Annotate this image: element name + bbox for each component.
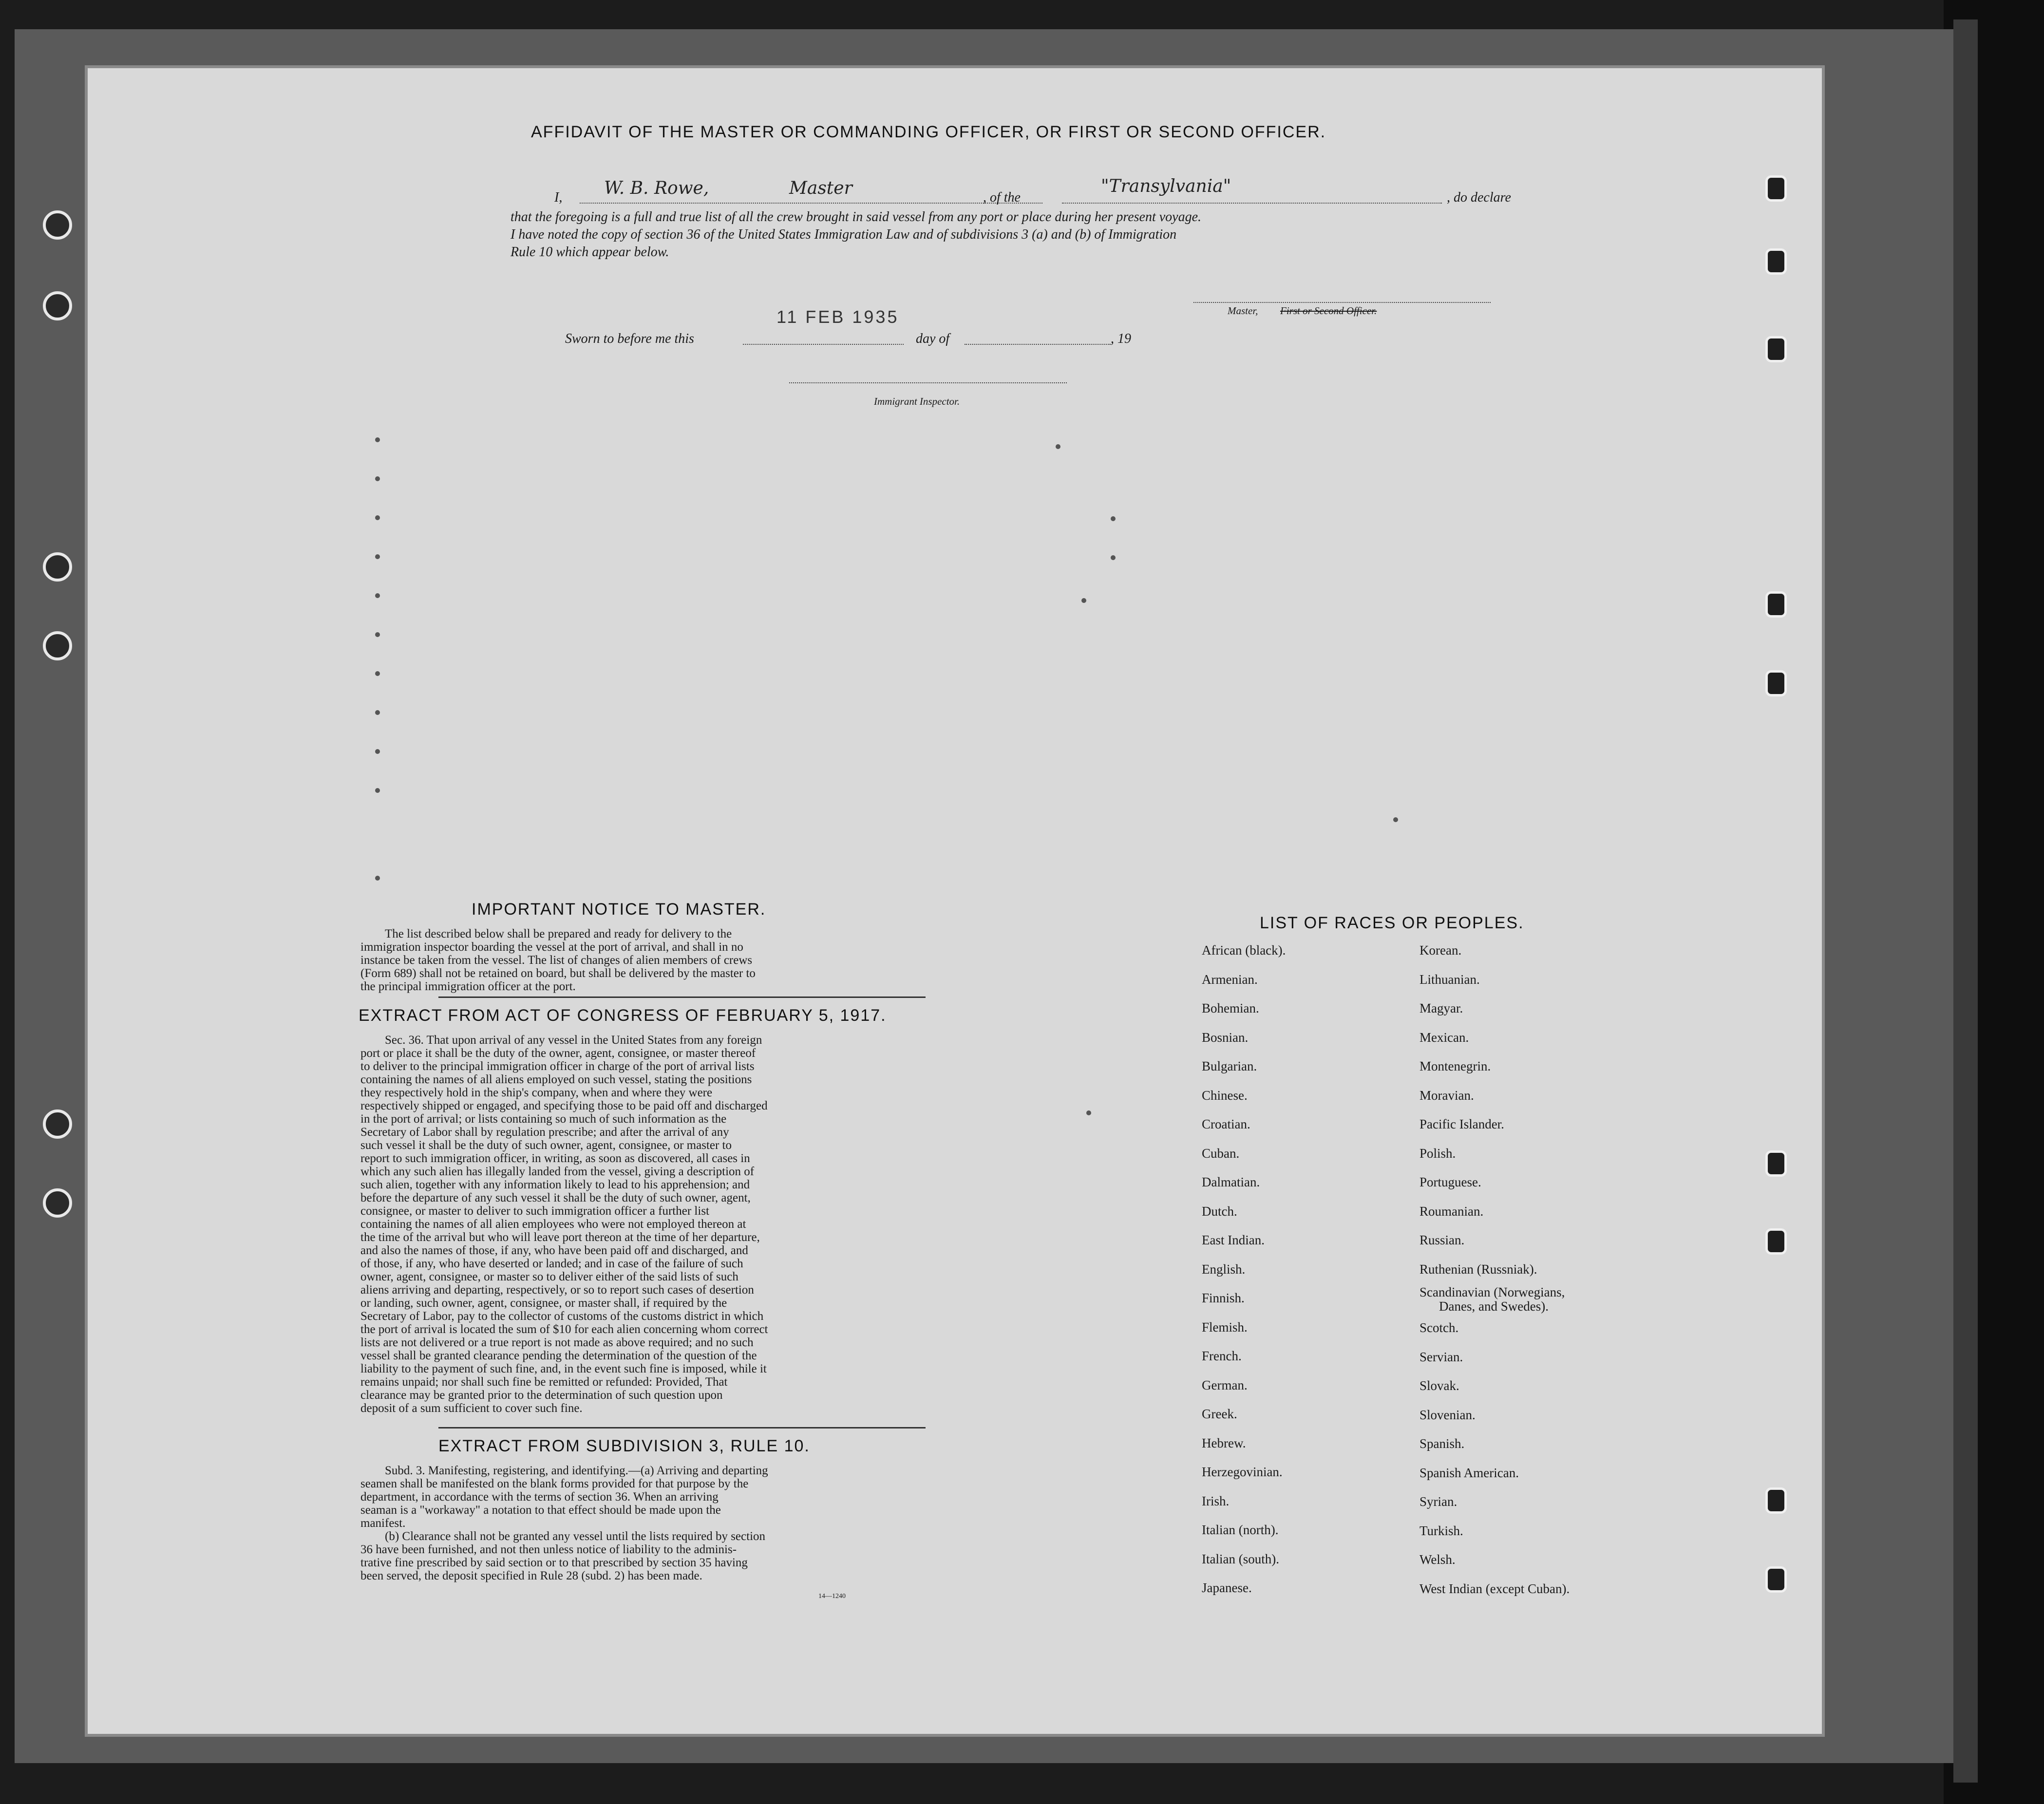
bleed-mark xyxy=(375,671,380,676)
race-item: Finnish. xyxy=(1202,1291,1245,1305)
sworn-month-blank xyxy=(965,344,1111,345)
name-blank-line xyxy=(580,203,1042,204)
notice-line: immigration inspector boarding the vessel at the port of arrival, and shall in no xyxy=(360,940,743,954)
rule-line: (b) Clearance shall not be granted any vessel until the lists required by section xyxy=(385,1530,766,1543)
section-divider xyxy=(438,996,926,998)
races-title: LIST OF RACES OR PEOPLES. xyxy=(1260,914,1524,932)
extract-act-title: EXTRACT FROM ACT OF CONGRESS OF FEBRUARY 5, 1917. xyxy=(359,1006,887,1025)
race-item: Servian. xyxy=(1419,1349,1463,1364)
race-item: Magyar. xyxy=(1419,1001,1463,1015)
affidavit-rule-line: Rule 10 which appear below. xyxy=(511,244,669,260)
race-item: Bosnian. xyxy=(1202,1030,1249,1045)
race-item: Portuguese. xyxy=(1419,1175,1481,1189)
bleed-mark xyxy=(1393,817,1398,822)
bleed-mark xyxy=(375,632,380,637)
notice-line: instance be taken from the vessel. The list of changes of alien members of crews xyxy=(360,954,753,967)
rule-line: seaman is a "workaway" a notation to that effect should be made upon the xyxy=(360,1503,721,1517)
race-item: West Indian (except Cuban). xyxy=(1419,1581,1570,1596)
act-line: port or place it shall be the duty of the owner, agent, consignee, or master thereof xyxy=(360,1047,756,1060)
act-line: such alien, together with any information likely to lead to his apprehension; and xyxy=(360,1178,750,1191)
bleed-mark xyxy=(375,788,380,793)
race-item: Bohemian. xyxy=(1202,1001,1259,1015)
race-item: Herzegovinian. xyxy=(1202,1465,1283,1479)
affidavit-pronoun: I, xyxy=(554,190,563,205)
race-item: Mexican. xyxy=(1419,1030,1469,1045)
bleed-mark xyxy=(1111,516,1116,521)
race-item: Danes, and Swedes). xyxy=(1439,1299,1549,1314)
act-line: lists are not delivered or a true report is not made as above required; and no such xyxy=(360,1336,754,1349)
race-item: Greek. xyxy=(1202,1407,1237,1421)
bleed-mark xyxy=(375,476,380,481)
bleed-mark xyxy=(375,593,380,598)
act-line: the port of arrival is located the sum of $10 for each alien concerning whom correct xyxy=(360,1323,768,1336)
sworn-year: , 19 xyxy=(1111,331,1131,346)
sworn-label: Sworn to before me this xyxy=(565,331,694,346)
rule-line: been served, the deposit specified in Rule 28 (subd. 2) has been made. xyxy=(360,1569,702,1582)
race-item: Slovak. xyxy=(1419,1378,1459,1393)
affidavit-declaration-line: that the foregoing is a full and true list of all the crew brought in said vessel from any port or place during her present voyage. xyxy=(511,209,1202,225)
binder-hole-icon xyxy=(43,631,72,660)
binder-hole-icon xyxy=(1765,670,1787,696)
race-item: Bulgarian. xyxy=(1202,1059,1257,1073)
act-line: respectively shipped or engaged, and specifying those to be paid off and discharged xyxy=(360,1099,768,1112)
binder-hole-icon xyxy=(43,1109,72,1139)
extract-rule-body xyxy=(360,1464,1018,1582)
race-item: Slovenian. xyxy=(1419,1407,1476,1422)
race-item: Croatian. xyxy=(1202,1117,1250,1131)
rule-line: seamen shall be manifested on the blank forms provided for that purpose by the xyxy=(360,1477,749,1490)
binder-hole-icon xyxy=(43,1188,72,1218)
rule-line: trative fine prescribed by said section or to that prescribed by section 35 having xyxy=(360,1556,748,1569)
race-item: Irish. xyxy=(1202,1493,1230,1508)
form-number: 14—1240 xyxy=(818,1593,846,1600)
race-item: Montenegrin. xyxy=(1419,1059,1491,1073)
extract-rule-title: EXTRACT FROM SUBDIVISION 3, RULE 10. xyxy=(438,1437,810,1455)
notice-line: the principal immigration officer at the port. xyxy=(360,980,576,993)
act-line: they respectively hold in the ship's company, when and where they were xyxy=(360,1086,713,1099)
rule-line: Subd. 3. Manifesting, registering, and identifying.—(a) Arriving and departing xyxy=(385,1464,768,1477)
race-item: Armenian. xyxy=(1202,972,1258,987)
officer-struck-label: First or Second Officer. xyxy=(1280,305,1377,317)
act-line: vessel shall be granted clearance pending the determination of the question of the xyxy=(360,1349,757,1362)
act-line: deposit of a sum sufficient to cover such fine. xyxy=(360,1402,583,1415)
notice-body xyxy=(360,927,1018,993)
act-line: the time of the arrival but who will leave port thereon at the time of her departure, xyxy=(360,1231,760,1244)
race-item: Dutch. xyxy=(1202,1203,1237,1219)
race-item: Italian (north). xyxy=(1202,1522,1279,1537)
act-line: in the port of arrival; or lists containing so much of such information as the xyxy=(360,1112,727,1126)
act-line: Secretary of Labor shall by regulation prescribe; and after the arrival of any xyxy=(360,1126,729,1139)
act-line: remains unpaid; nor shall such fine be remitted or refunded: Provided, That xyxy=(360,1375,728,1389)
race-item: Turkish. xyxy=(1419,1523,1463,1538)
act-line: Secretary of Labor, pay to the collector of customs of the customs district in which xyxy=(360,1310,764,1323)
act-line: owner, agent, consignee, or master so to deliver either of the said lists of such xyxy=(360,1270,738,1283)
binder-hole-icon xyxy=(1765,1150,1787,1177)
race-item: Scandinavian (Norwegians, xyxy=(1419,1285,1565,1299)
race-item: Welsh. xyxy=(1419,1552,1456,1567)
act-line: report to such immigration officer, in writing, as soon as discovered, all cases in xyxy=(360,1152,750,1165)
affidavit-of-the: , of the xyxy=(983,190,1021,205)
bleed-mark xyxy=(1081,598,1086,603)
inspector-blank-line xyxy=(789,382,1067,383)
binder-hole-icon xyxy=(43,291,72,320)
binder-hole-icon xyxy=(43,552,72,582)
bleed-mark xyxy=(375,749,380,754)
date-stamp: 11 FEB 1935 xyxy=(776,307,899,327)
signature-blank-line xyxy=(1193,302,1491,303)
affidavit-do-declare: , do declare xyxy=(1447,190,1511,205)
act-line: which any such alien has illegally landed from the vessel, giving a description of xyxy=(360,1165,755,1178)
race-item: Japanese. xyxy=(1202,1580,1252,1595)
affidavit-title: AFFIDAVIT OF THE MASTER OR COMMANDING OFFICER, OR FIRST OR SECOND OFFICER. xyxy=(531,123,1326,141)
race-item: African (black). xyxy=(1202,943,1286,958)
rule-line: department, in accordance with the terms of section 36. When an arriving xyxy=(360,1490,719,1503)
sworn-day-blank xyxy=(743,344,904,345)
sworn-day-of: day of xyxy=(916,331,950,346)
officer-master-label: Master, xyxy=(1228,305,1258,317)
race-item: Korean. xyxy=(1419,943,1462,958)
race-item: Spanish American. xyxy=(1419,1465,1519,1480)
race-item: Ruthenian (Russniak). xyxy=(1419,1261,1537,1277)
race-item: English. xyxy=(1202,1261,1246,1277)
act-line: or landing, such owner, agent, consignee, or master shall, if required by the xyxy=(360,1297,727,1310)
race-item: Hebrew. xyxy=(1202,1435,1246,1450)
bleed-mark xyxy=(1056,444,1060,449)
act-line: Sec. 36. That upon arrival of any vessel in the United States from any foreign xyxy=(385,1034,762,1047)
master-name-handwritten: W. B. Rowe, xyxy=(604,178,709,198)
notice-line: (Form 689) shall not be retained on board, but shall be delivered by the master to xyxy=(360,967,756,980)
act-line: such vessel it shall be the duty of such owner, agent, consignee, or master to xyxy=(360,1139,732,1152)
act-line: to deliver to the principal immigration officer in charge of the port of arrival lists xyxy=(360,1060,755,1073)
bleed-mark xyxy=(375,515,380,520)
race-item: German. xyxy=(1202,1377,1248,1392)
rule-line: manifest. xyxy=(360,1517,406,1530)
act-line: clearance may be granted prior to the determination of such question upon xyxy=(360,1389,723,1402)
race-item: Syrian. xyxy=(1419,1494,1457,1509)
race-item: Polish. xyxy=(1419,1146,1456,1161)
race-item: East Indian. xyxy=(1202,1233,1265,1247)
races-column-1 xyxy=(1202,936,1286,1603)
race-item: Pacific Islander. xyxy=(1419,1117,1504,1131)
notice-title: IMPORTANT NOTICE TO MASTER. xyxy=(472,900,766,919)
act-line: of those, if any, who have deserted or landed; and in case of the failure of such xyxy=(360,1257,743,1270)
binding-strip xyxy=(1953,19,1978,1783)
act-line: and also the names of those, if any, who have been paid off and discharged, and xyxy=(360,1244,748,1257)
notice-line: The list described below shall be prepared and ready for delivery to the xyxy=(385,927,732,940)
bleed-mark xyxy=(1086,1110,1091,1115)
binder-hole-icon xyxy=(1765,1566,1787,1593)
race-item: Moravian. xyxy=(1419,1088,1474,1103)
rule-line: 36 have been furnished, and not then unless notice of liability to the adminis- xyxy=(360,1543,737,1556)
affidavit-noted-line: I have noted the copy of section 36 of the United States Immigration Law and of subdivisions 3 (a) and (b) of Immigration xyxy=(511,227,1177,242)
bleed-mark xyxy=(1111,555,1116,560)
race-item: French. xyxy=(1202,1349,1242,1363)
race-item: Flemish. xyxy=(1202,1319,1248,1334)
bleed-mark xyxy=(375,554,380,559)
race-item: Spanish. xyxy=(1419,1436,1465,1451)
bleed-mark xyxy=(375,710,380,715)
binder-hole-icon xyxy=(1765,591,1787,618)
vessel-name-handwritten: "Transylvania" xyxy=(1101,176,1231,196)
race-item: Lithuanian. xyxy=(1419,972,1480,987)
section-divider xyxy=(438,1427,926,1428)
manifest-sheet xyxy=(88,68,1822,1734)
binder-hole-icon xyxy=(1765,248,1787,275)
races-column-2 xyxy=(1419,936,1570,1603)
binder-hole-icon xyxy=(1765,1228,1787,1255)
bleed-mark xyxy=(375,437,380,442)
act-line: containing the names of all aliens employed on such vessel, stating the positions xyxy=(360,1073,752,1086)
race-item: Russian. xyxy=(1419,1233,1465,1247)
act-line: consignee, or master to deliver to such immigration officer a further list xyxy=(360,1204,709,1218)
race-item: Dalmatian. xyxy=(1202,1175,1260,1189)
binder-hole-icon xyxy=(1765,336,1787,362)
race-item: Italian (south). xyxy=(1202,1551,1279,1566)
act-line: containing the names of all alien employees who were not employed thereon at xyxy=(360,1218,746,1231)
master-rank-handwritten: Master xyxy=(789,178,852,198)
act-line: liability to the payment of such fine, and, in the event such fine is imposed, while it xyxy=(360,1362,767,1375)
binder-hole-icon xyxy=(1765,1487,1787,1514)
race-item: Roumanian. xyxy=(1419,1203,1484,1219)
inspector-label: Immigrant Inspector. xyxy=(874,395,960,407)
bleed-mark xyxy=(375,876,380,881)
race-item: Chinese. xyxy=(1202,1088,1248,1103)
act-line: aliens arriving and departing, respectively, or so to report such cases of desertion xyxy=(360,1283,754,1297)
race-item-multiline xyxy=(1419,1284,1570,1314)
extract-act-body xyxy=(360,1034,1018,1415)
binder-hole-icon xyxy=(43,210,72,240)
race-item: Scotch. xyxy=(1419,1320,1459,1335)
race-item: Cuban. xyxy=(1202,1146,1240,1161)
vessel-blank-line xyxy=(1062,203,1442,204)
act-line: before the departure of any such vessel it shall be the duty of such owner, agent, xyxy=(360,1191,751,1204)
binder-hole-icon xyxy=(1765,175,1787,202)
